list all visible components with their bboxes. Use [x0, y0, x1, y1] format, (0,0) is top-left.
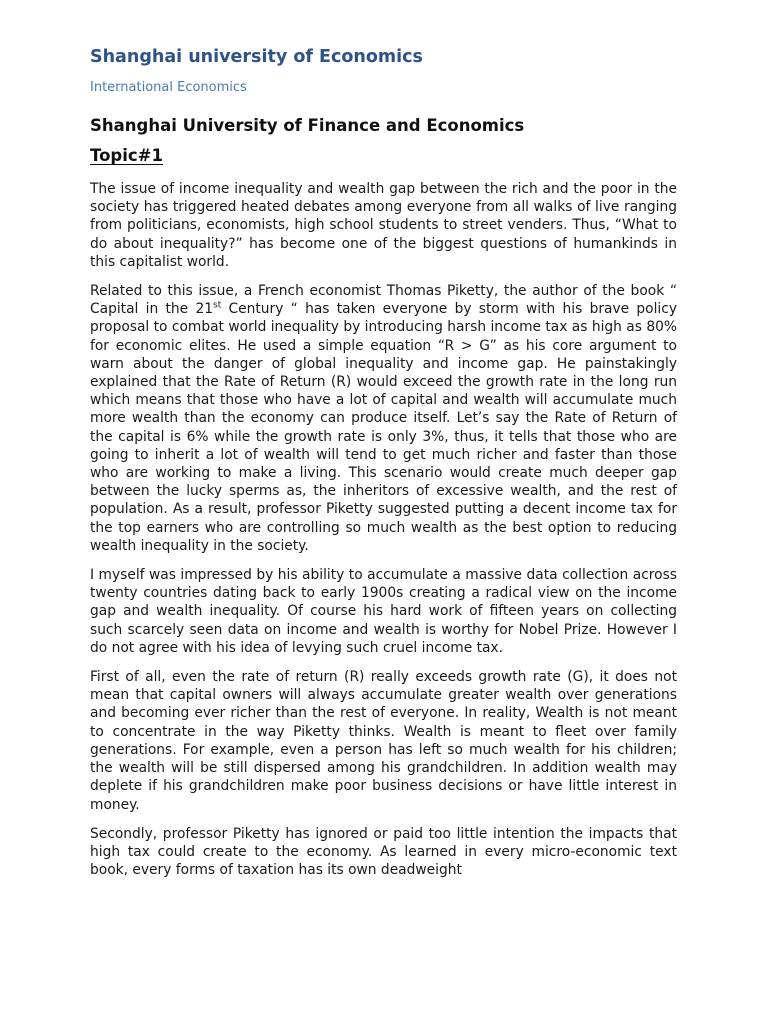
- university-title: Shanghai university of Economics: [90, 47, 423, 67]
- document-page: [90, 44, 677, 879]
- paragraph-3: I myself was impressed by his ability to accumulate a massive data collection across twenty countries dating back to early 1900s creating a radical view on the income gap and wealth inequality. Of course his hard work of fifteen years on collecting such scarcely seen data on income and wealth is worthy for Nobel Prize. However I do not agree with his idea of levying such cruel income tax.: [90, 567, 677, 656]
- course-subtitle: International Economics: [90, 80, 247, 95]
- paragraph-2-text-a: Related to this issue, a French economist Thomas Piketty, the author of the book “ Capital in the 21: [90, 283, 677, 318]
- topic-heading: Topic#1: [90, 146, 163, 165]
- paragraph-2-text-b: Century “ has taken everyone by storm with his brave policy proposal to combat world inequality by introducing harsh income tax as high as 80% for economic elites. He used a simple equation “R > G” as his core argument to warn about the danger of global inequality and income gap. He painstakingly explained that the Rate of Return (R) would exceed the growth rate in the long run which means that those who have a lot of capital and wealth will accumulate much more wealth than the economy can produce itself. Let’s say the Rate of Return of the capital is 6% while the growth rate is only 3%, thus, it tells that those who are going to inherit a lot of wealth will tend to get much richer and faster than those who are working to make a living. This scenario would create much deeper gap between the lucky sperms as, the inheritors of excessive wealth, and the rest of population. As a result, professor Piketty suggested putting a decent income tax for the top earners who are controlling so much wealth as the best option to reducing wealth inequality in the society.: [90, 301, 678, 554]
- ordinal-suffix: st: [213, 300, 222, 311]
- paragraph-2: [90, 282, 677, 555]
- paragraph-1: The issue of income inequality and wealth gap between the rich and the poor in the society has triggered heated debates among everyone from all walks of live ranging from politicians, economists, high school students to street venders. Thus, “What to do about inequality?” has become one of the biggest questions of humankinds in this capitalist world.: [90, 181, 677, 270]
- paragraph-4: First of all, even the rate of return (R) really exceeds growth rate (G), it does not mean that capital owners will always accumulate greater wealth over generations and becoming ever richer than the rest of everyone. In reality, Wealth is not meant to concentrate in the way Piketty thinks. Wealth is meant to fleet over family generations. For example, even a person has left so much wealth for his children; the wealth will be still dispersed among his grandchildren. In addition wealth may deplete if his grandchildren make poor business decisions or have little interest in money.: [90, 669, 677, 813]
- paragraph-5: Secondly, professor Piketty has ignored or paid too little intention the impacts that high tax could create to the economy. As learned in every micro-economic text book, every forms of taxation has its own deadweight: [90, 825, 677, 879]
- document-heading: Shanghai University of Finance and Economics: [90, 116, 525, 135]
